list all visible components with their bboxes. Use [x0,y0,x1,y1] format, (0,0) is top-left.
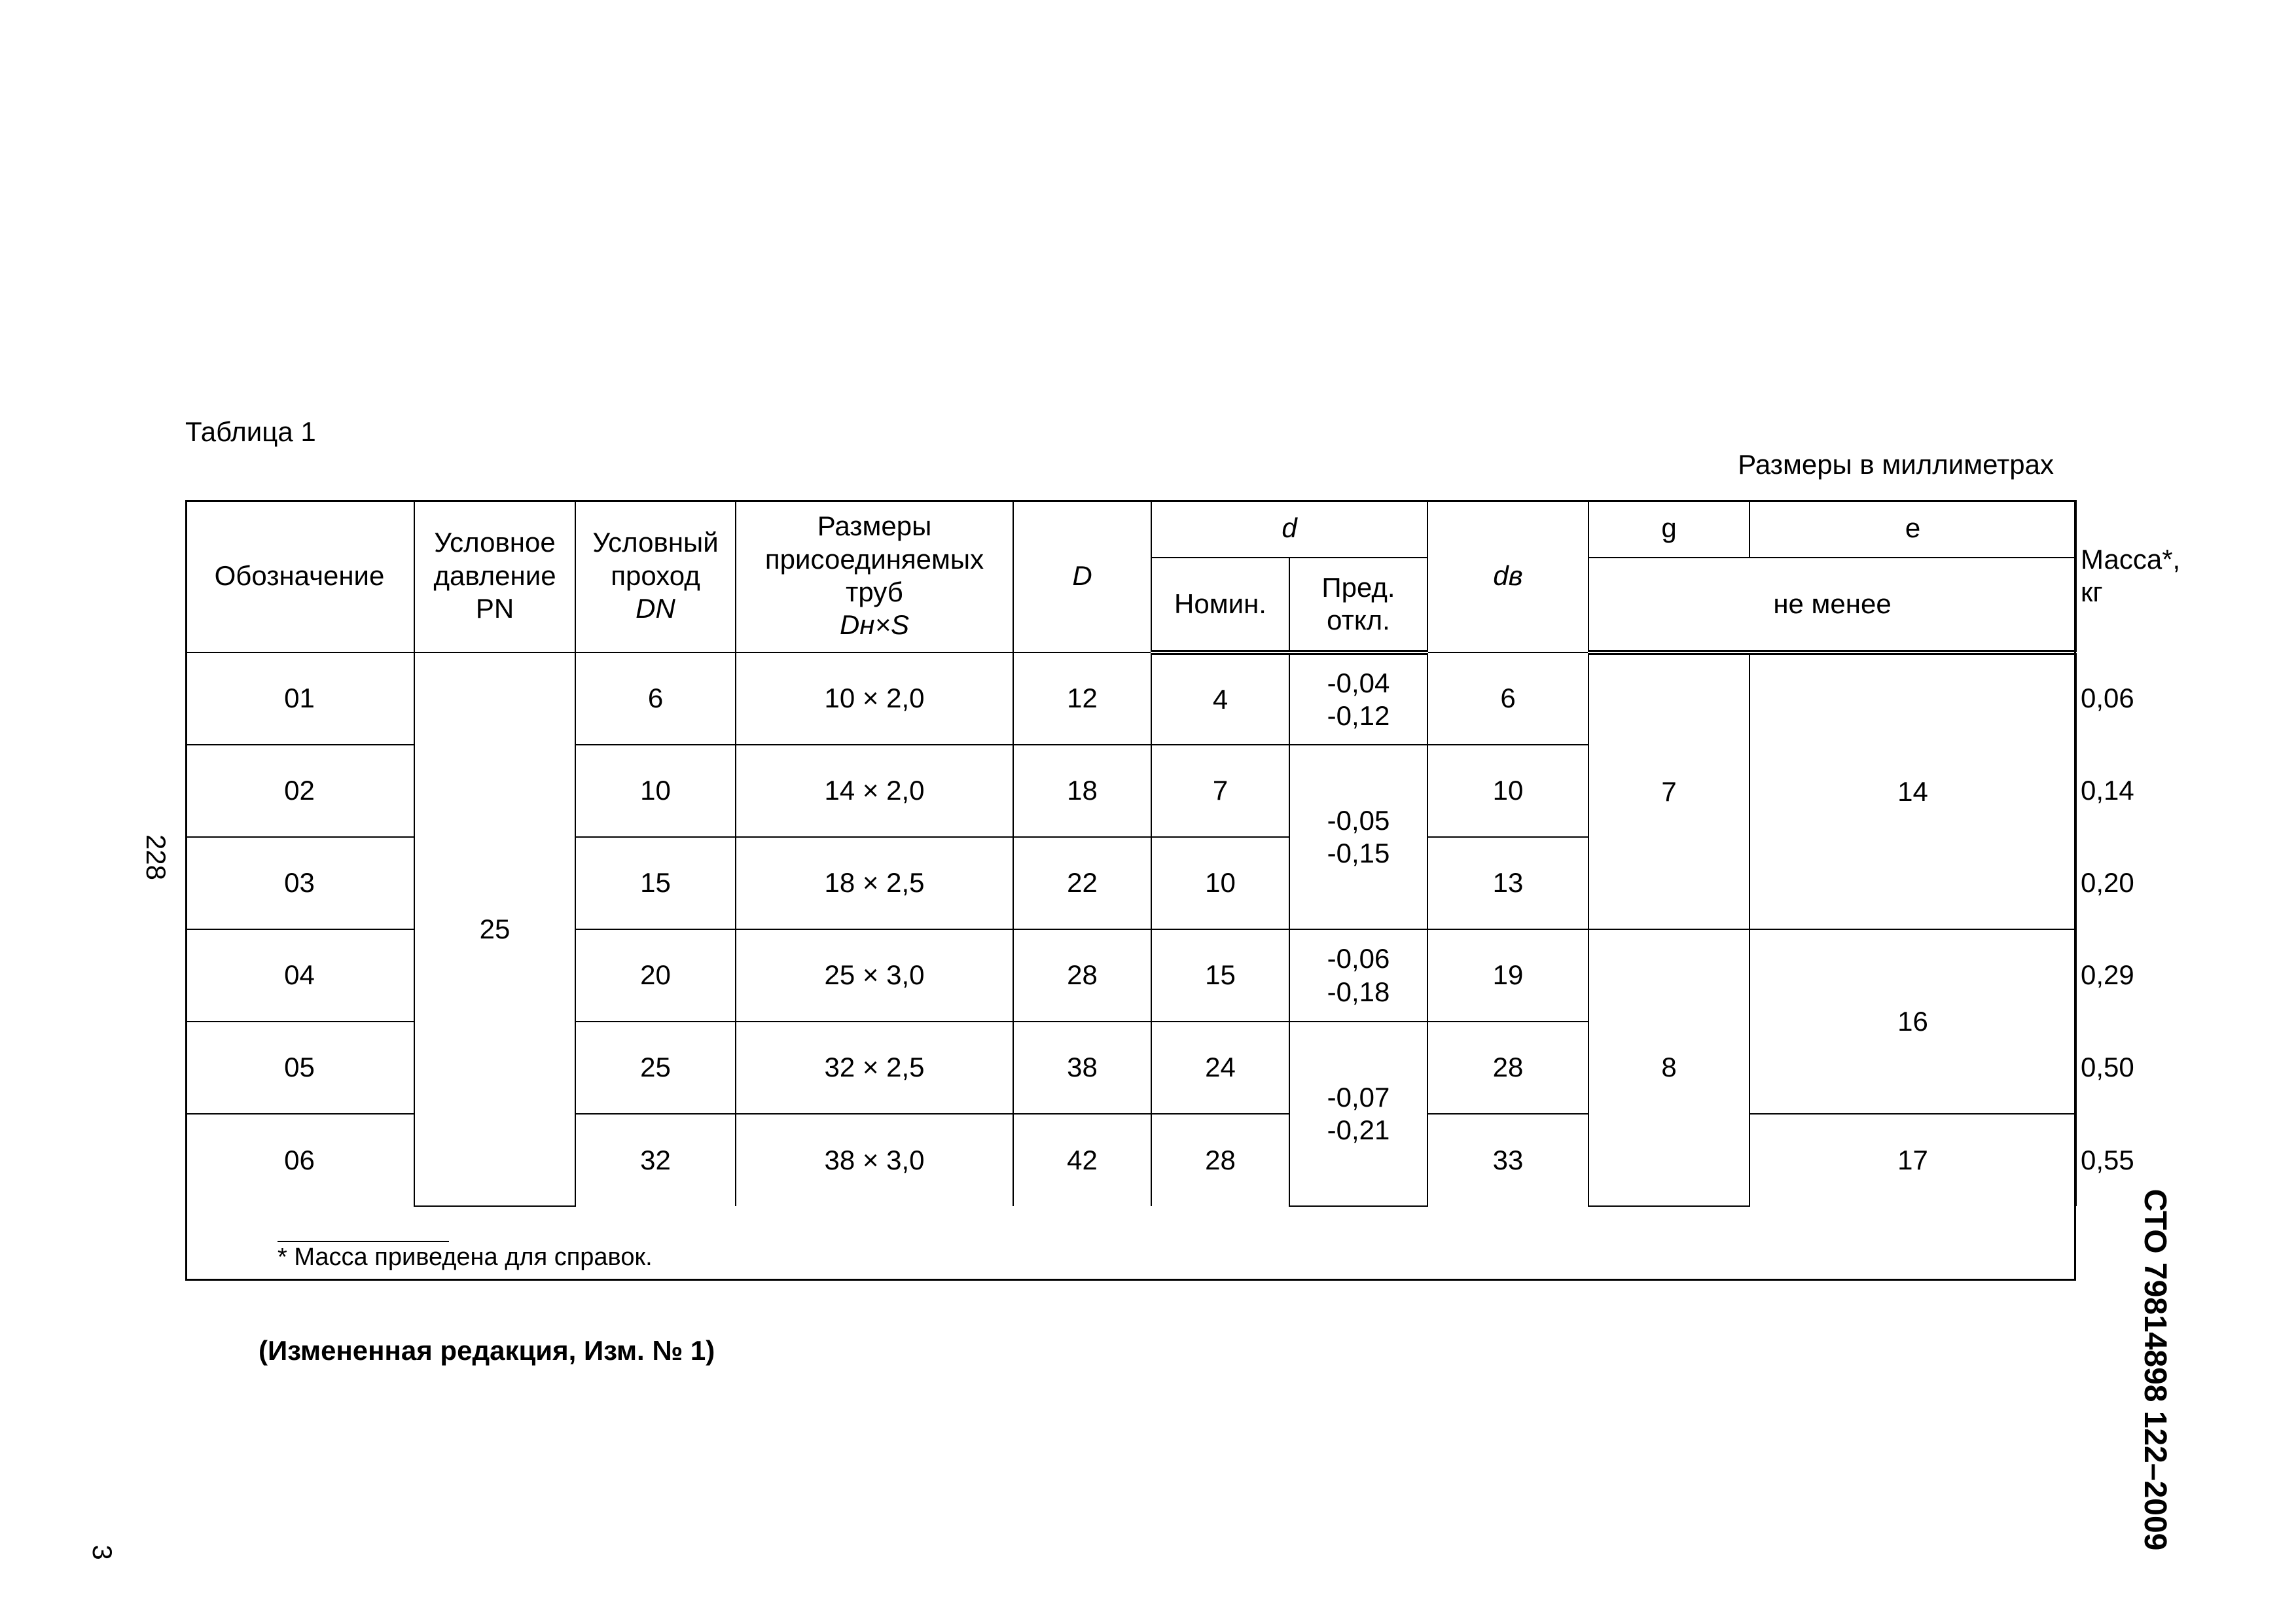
cell-designation: 06 [185,1114,414,1206]
cell-designation: 01 [185,652,414,745]
footnote: * Масса приведена для справок. [278,1243,653,1271]
header-designation: Обозначение [185,500,414,652]
header-e: e [1749,500,2076,558]
document-code: СТО 79814898 122–2009 [2138,1188,2172,1551]
change-note: (Измененная редакция, Изм. № 1) [259,1335,715,1366]
cell-e: 17 [1749,1114,2076,1206]
cell-d-deviation: -0,06 -0,18 [1289,929,1427,1022]
header-pipe-sizes: Размеры присоединяемых труб Dн×S [736,500,1013,652]
cell-e: 14 [1749,652,2076,929]
dimensions-table: Обозначение Условное давление PN Условный проход DN Размеры присоединяемых труб Dн×S D d dв g e Масса*, кг Номин. Пред. откл. не менее 01 25 6 10 × 2,0 12 4 -0,04 -0,12 6 7 14 0,06 02 10 14 × 2,0 18 7 -0,05 -0,15 10 0,14 03 15 18 × 2,5 22 10 13 0,20 04 20 25 × 3,0 28 15 -0,06 -0,18 19 8 16 0,29 05 25 32 × 2,5 38 24 -0,07 -0,21 28 0,50 06 32 38 × 3,0 42 28 33 17 0,55 [185,500,2076,1207]
cell-dv: 33 [1427,1114,1588,1206]
cell-designation: 02 [185,745,414,837]
cell-dv: 13 [1427,837,1588,929]
header-d: d [1151,500,1427,558]
header-pressure: Условное давление PN [414,500,575,652]
cell-designation: 03 [185,837,414,929]
footnote-rule [278,1241,449,1242]
cell-dn: 32 [575,1114,736,1206]
header-d-nominal: Номин. [1151,558,1289,652]
cell-dv: 10 [1427,745,1588,837]
cell-dn: 6 [575,652,736,745]
cell-e: 16 [1749,929,2076,1114]
cell-dv: 19 [1427,929,1588,1022]
cell-pipe: 25 × 3,0 [736,929,1013,1022]
cell-dn: 20 [575,929,736,1022]
page-number: 3 [87,1544,118,1560]
table-row: 03 15 18 × 2,5 22 10 13 0,20 [185,837,2076,929]
table-row: 02 10 14 × 2,0 18 7 -0,05 -0,15 10 0,14 [185,745,2076,837]
cell-d-nominal: 28 [1151,1114,1289,1206]
cell-dv: 6 [1427,652,1588,745]
cell-pn: 25 [414,652,575,1206]
cell-designation: 04 [185,929,414,1022]
cell-d-nominal: 10 [1151,837,1289,929]
cell-D: 12 [1013,652,1151,745]
cell-D: 18 [1013,745,1151,837]
header-D: D [1013,500,1151,652]
cell-pipe: 18 × 2,5 [736,837,1013,929]
cell-d-nominal: 4 [1151,652,1289,745]
cell-d-nominal: 15 [1151,929,1289,1022]
units-note: Размеры в миллиметрах [1738,449,2054,480]
cell-g: 8 [1588,929,1749,1206]
cell-pipe: 32 × 2,5 [736,1022,1013,1114]
cell-D: 22 [1013,837,1151,929]
cell-designation: 05 [185,1022,414,1114]
cell-D: 38 [1013,1022,1151,1114]
header-d-deviation: Пред. откл. [1289,558,1427,652]
header-dv: dв [1427,500,1588,652]
table-row: 04 20 25 × 3,0 28 15 -0,06 -0,18 19 8 16 0,29 [185,929,2076,1022]
cell-d-deviation: -0,04 -0,12 [1289,652,1427,745]
cell-d-deviation: -0,05 -0,15 [1289,745,1427,929]
table-row: 06 32 38 × 3,0 42 28 33 17 0,55 [185,1114,2076,1206]
header-not-less: не менее [1588,558,2076,652]
table-title: Таблица 1 [185,416,316,447]
table-row: 01 25 6 10 × 2,0 12 4 -0,04 -0,12 6 7 14 0,06 [185,652,2076,745]
cell-d-nominal: 24 [1151,1022,1289,1114]
cell-D: 28 [1013,929,1151,1022]
cell-d-nominal: 7 [1151,745,1289,837]
cell-dn: 25 [575,1022,736,1114]
cell-pipe: 38 × 3,0 [736,1114,1013,1206]
header-g: g [1588,500,1749,558]
cell-pipe: 14 × 2,0 [736,745,1013,837]
cell-d-deviation: -0,07 -0,21 [1289,1022,1427,1206]
cell-dv: 28 [1427,1022,1588,1114]
cell-g: 7 [1588,652,1749,929]
header-passage: Условный проход DN [575,500,736,652]
side-page-number: 228 [141,834,171,881]
cell-dn: 15 [575,837,736,929]
cell-dn: 10 [575,745,736,837]
table-row: 05 25 32 × 2,5 38 24 -0,07 -0,21 28 0,50 [185,1022,2076,1114]
cell-D: 42 [1013,1114,1151,1206]
cell-pipe: 10 × 2,0 [736,652,1013,745]
